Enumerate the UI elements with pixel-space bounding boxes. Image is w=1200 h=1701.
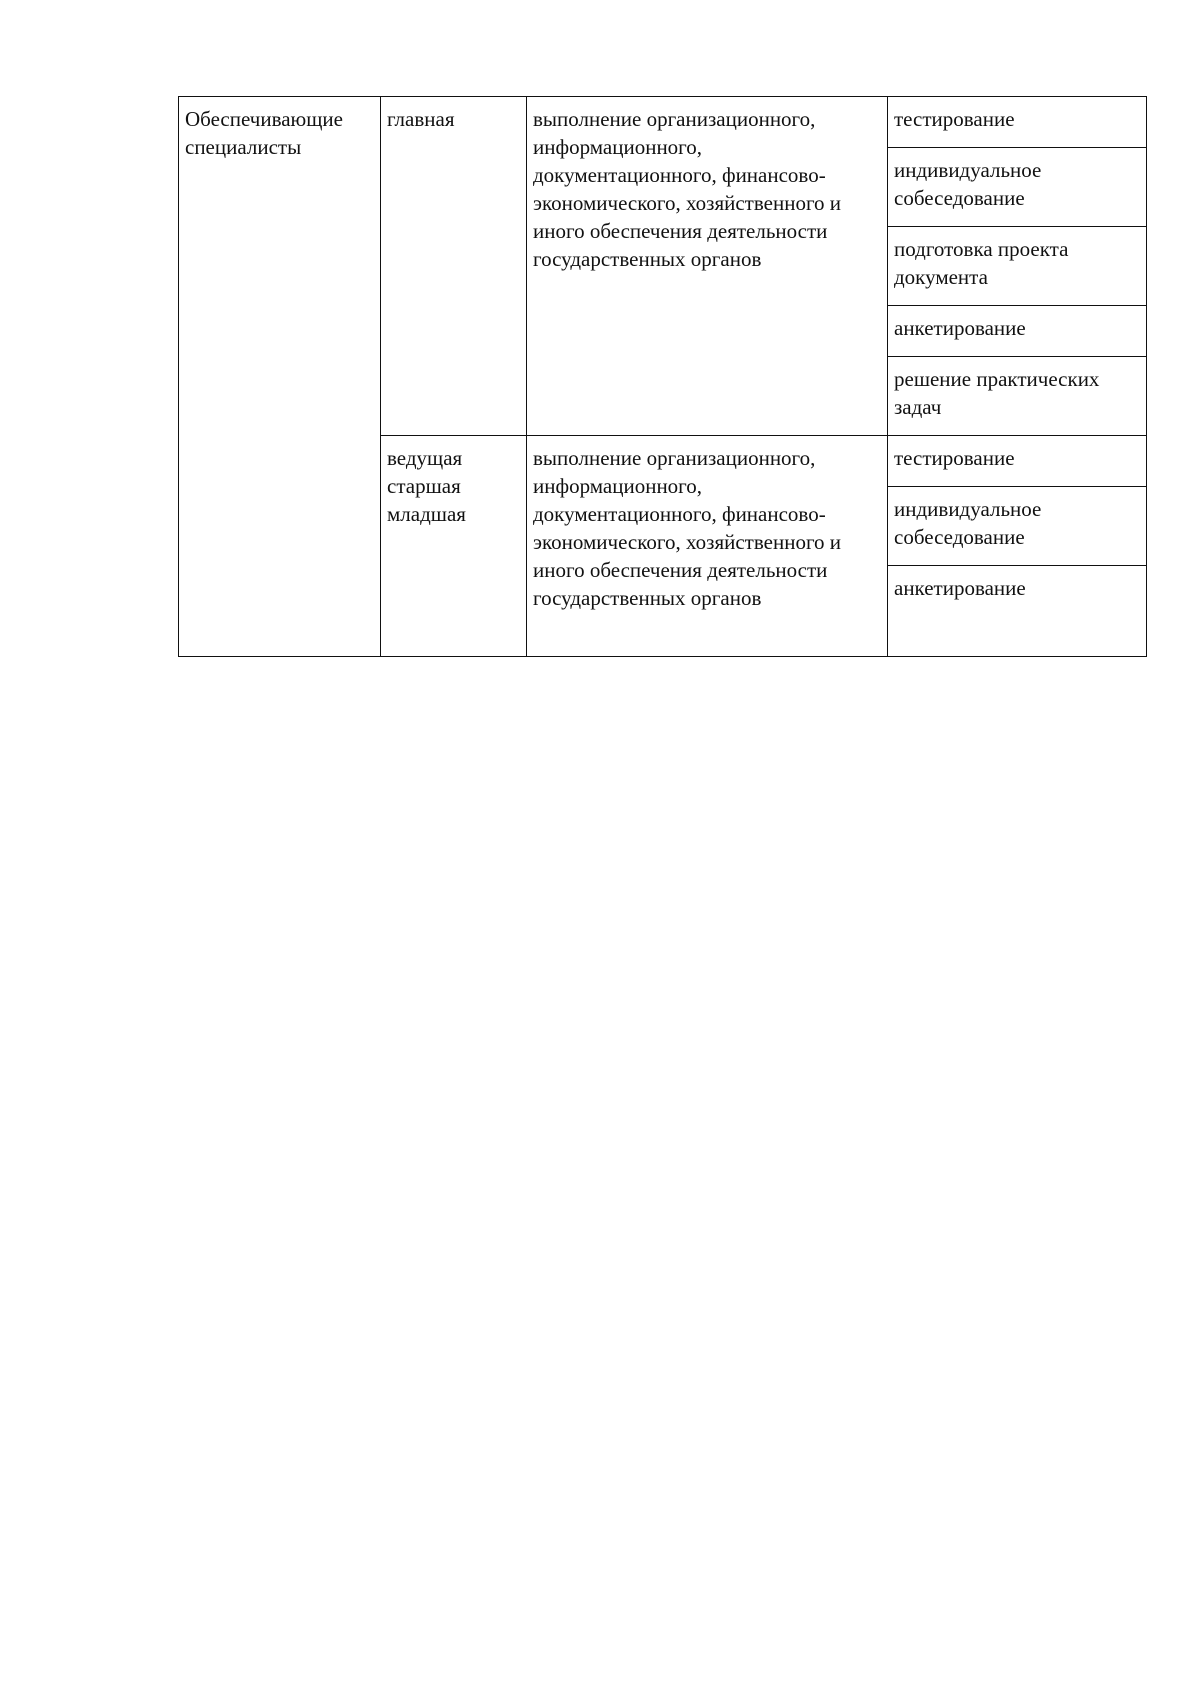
table-row bbox=[179, 97, 1147, 148]
description-cell: выполнение организационного, информационного, документационного, финансово-экономического, хозяйственного и иного обеспечения деятельности государственных органов bbox=[527, 97, 888, 436]
grade-cell: главная bbox=[381, 97, 527, 436]
method-cell: решение практических задач bbox=[888, 357, 1147, 436]
grade-cell: ведущая старшая младшая bbox=[381, 436, 527, 657]
method-cell: анкетирование bbox=[888, 566, 1147, 657]
category-cell: Обеспечивающие специалисты bbox=[179, 97, 381, 657]
method-cell: тестирование bbox=[888, 97, 1147, 148]
method-cell: индивидуальное собеседование bbox=[888, 487, 1147, 566]
method-cell: индивидуальное собеседование bbox=[888, 148, 1147, 227]
method-cell: подготовка проекта документа bbox=[888, 227, 1147, 306]
competency-assessment-table bbox=[178, 96, 1147, 657]
method-cell: тестирование bbox=[888, 436, 1147, 487]
method-cell: анкетирование bbox=[888, 306, 1147, 357]
description-cell: выполнение организационного, информационного, документационного, финансово-экономического, хозяйственного и иного обеспечения деятельности государственных органов bbox=[527, 436, 888, 657]
